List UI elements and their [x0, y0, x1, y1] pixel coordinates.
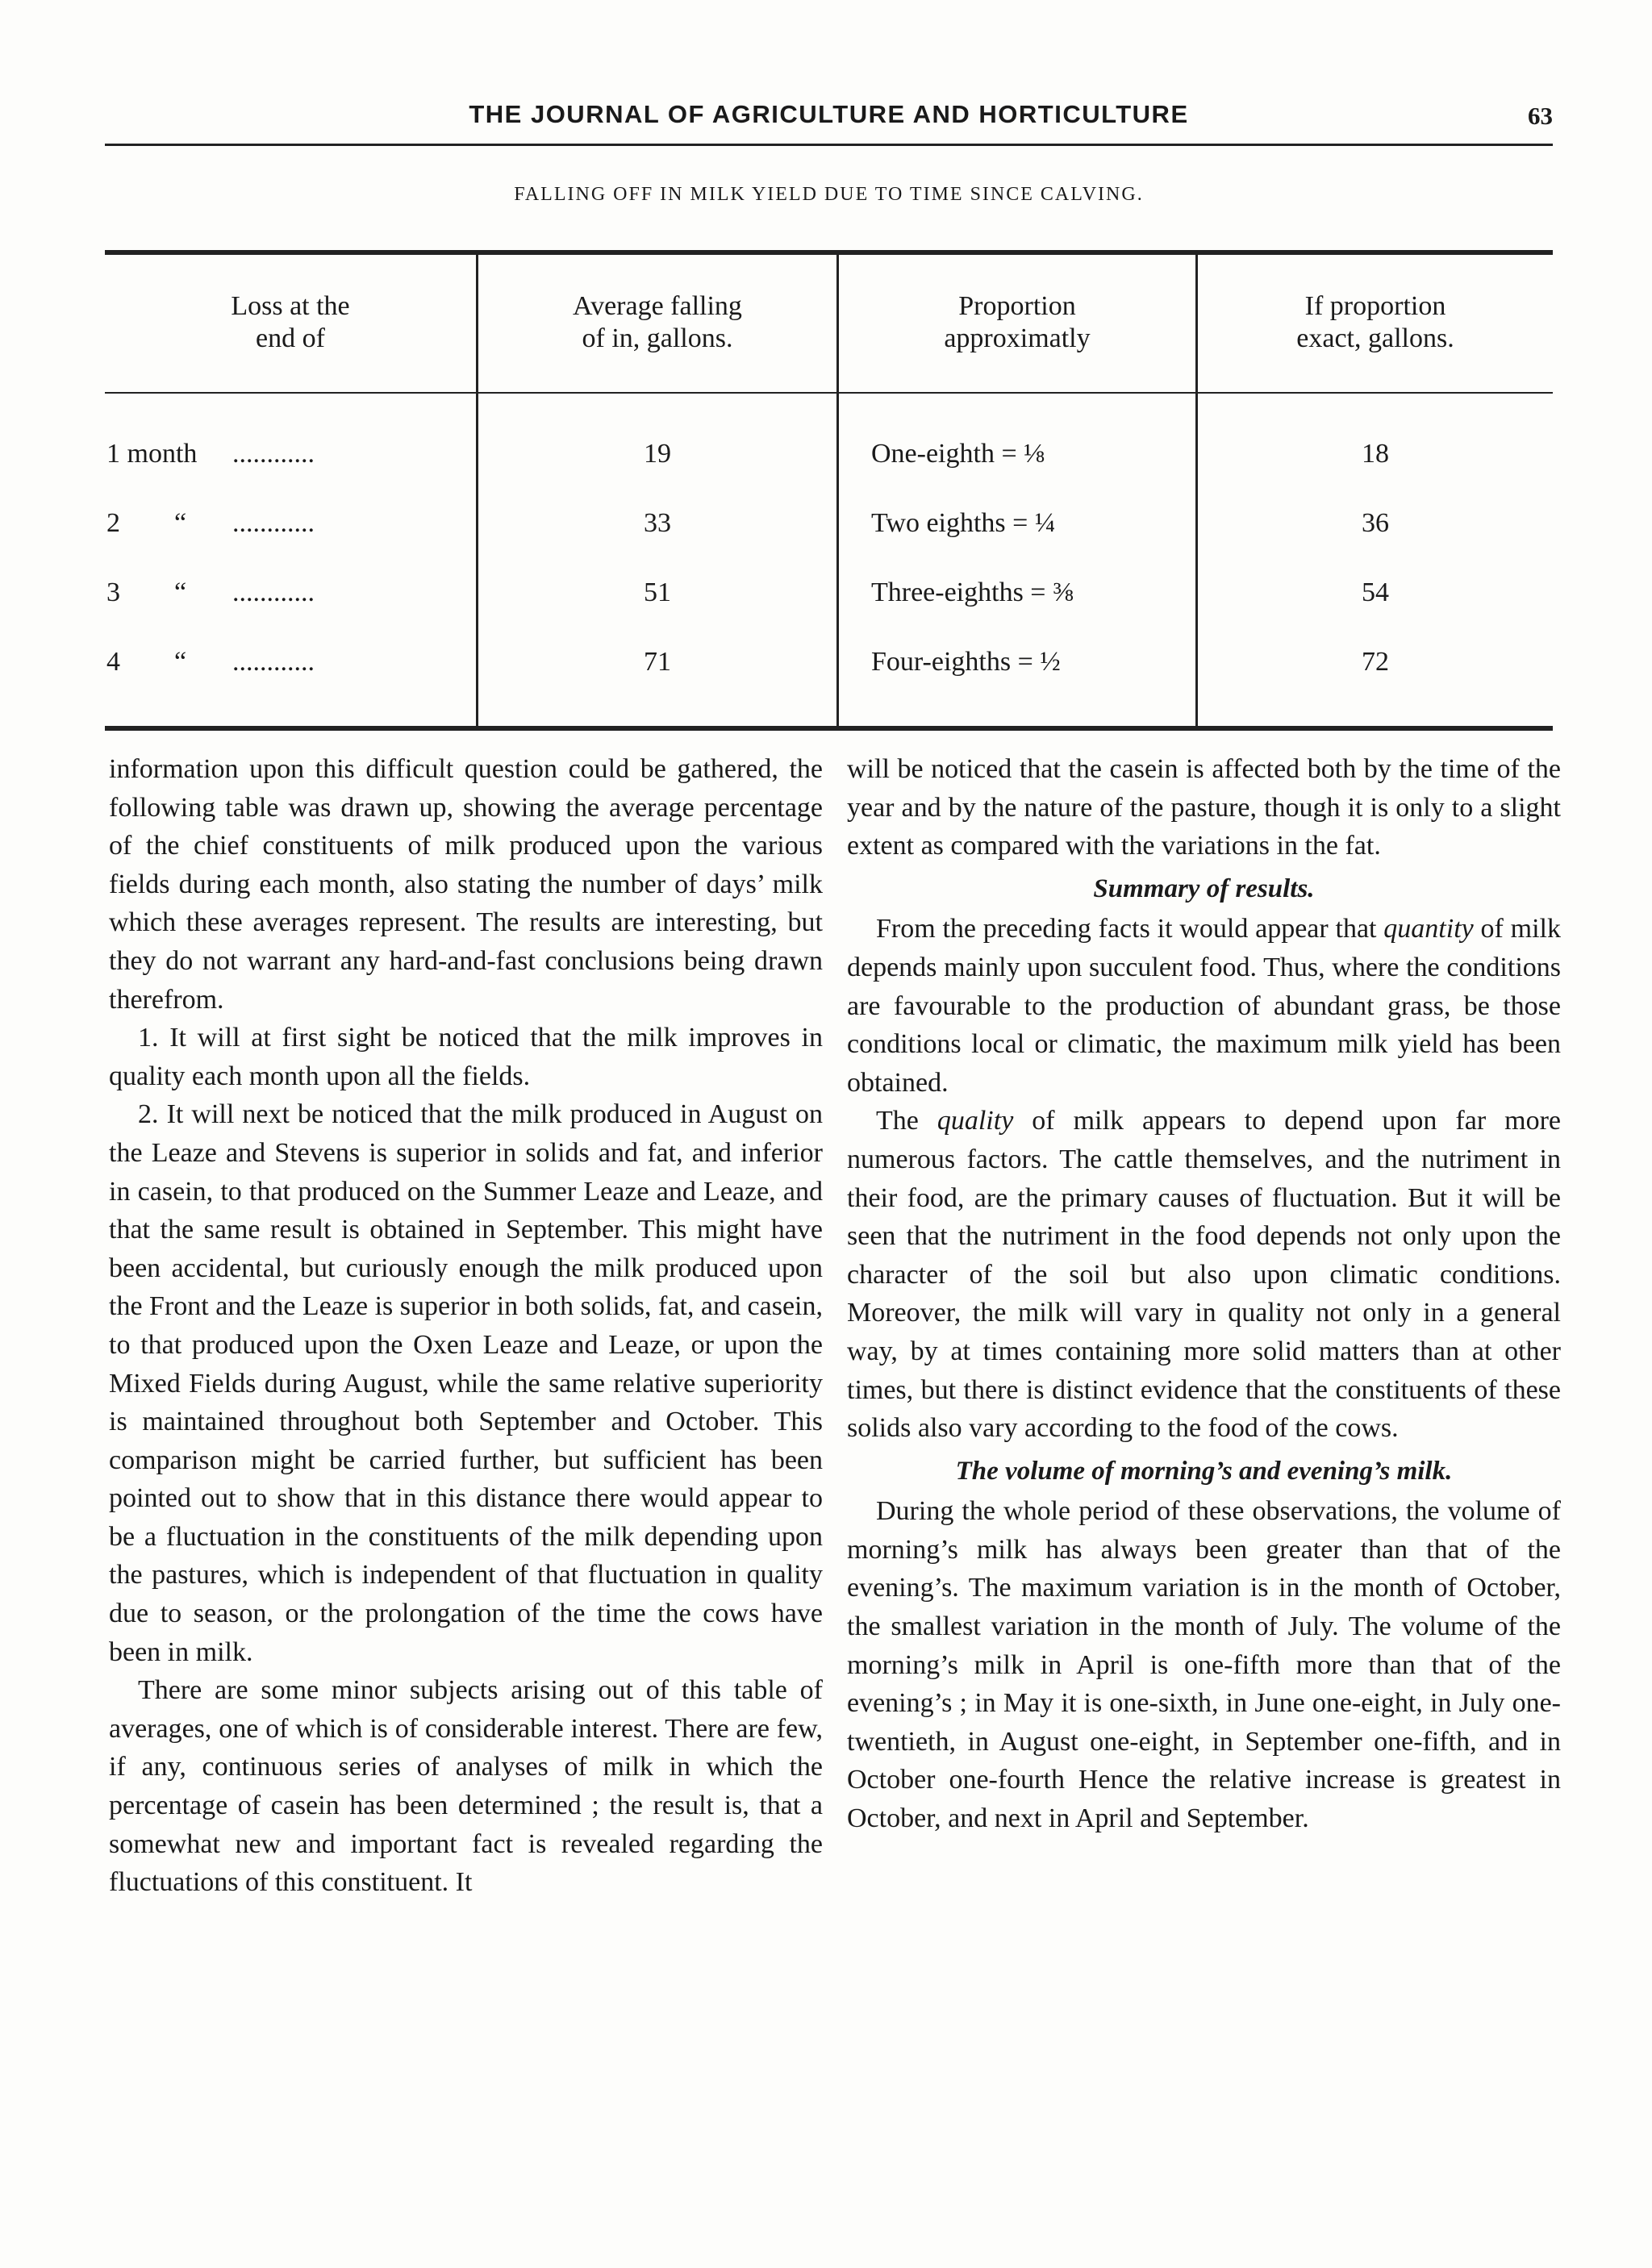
ditto-mark: “: [174, 577, 187, 607]
text-run: The: [876, 1106, 937, 1136]
leader-dots: ............: [232, 577, 315, 607]
header-line: Average falling: [573, 291, 742, 321]
text-run: of milk appears to depend upon far more numerous factors. The cattle themselves, and the nutriment in their food, are the primary causes of fluctuation. But it will be seen that the nutriment in the food depends not only upon the character of the soil but also upon climatic conditions. Moreover, the milk will vary in quality not only in a general way, by at times containing more solid matters than at other times, but there is distinct evidence that the constituents of these solids also vary according to the food of the cows.: [847, 1106, 1561, 1444]
proportion-cell: Three-eighths = ⅜: [871, 577, 1074, 607]
header-line: If proportion: [1304, 291, 1446, 321]
body-paragraph: will be noticed that the casein is affected both by the time of the year and by the nature of the pasture, though it is only to a slight extent as compared with the variations in the fat.: [847, 754, 1561, 861]
page-number: 63: [1528, 102, 1553, 130]
table-top-rule: [105, 250, 1553, 255]
exact-cell: 72: [1362, 647, 1389, 677]
proportion-cell: Two eighths = ¼: [871, 508, 1056, 538]
header-line: end of: [256, 323, 325, 353]
exact-cell: 18: [1362, 439, 1389, 469]
average-cell: 71: [644, 647, 671, 677]
leader-dots: ............: [232, 508, 315, 538]
table-row: [105, 489, 1553, 558]
body-paragraph: 1. It will at first sight be noticed that the milk improves in quality each month upon all the fields.: [109, 1023, 823, 1091]
header-line: exact, gallons.: [1296, 323, 1454, 353]
average-cell: 33: [644, 508, 671, 538]
leader-dots: ............: [232, 647, 315, 677]
ditto-mark: “: [174, 647, 187, 677]
body-paragraph: There are some minor subjects arising out of this table of averages, one of which is of considerable interest. There are few, if any, continuous series of analyses of milk in which the percentage of casein has been determined ; the result is, that a somewhat new and important fact is revealed regarding the fluctuations of this constituent. It: [109, 1675, 823, 1898]
table-caption: FALLING OFF IN MILK YIELD DUE TO TIME SINCE CALVING.: [514, 184, 1144, 205]
header-proportion: [839, 290, 1195, 355]
header-line: Proportion: [958, 291, 1076, 321]
body-paragraph: 2. It will next be noticed that the milk produced in August on the Leaze and Stevens is superior in solids and fat, and inferior in casein, to that produced on the Summer Leaze and Leaze, and that the same result is obtained in September. This might have been accidental, but curiously enough the milk produced upon the Front and the Leaze is superior in both solids, fat, and casein, to that produced upon the Oxen Leaze and Leaze, or upon the Mixed Fields during August, while the same relative superiority is maintained throughout both September and October. This comparison might be carried further, but sufficient has been pointed out to show that in this distance there would appear to be a fluctuation in the constituents of the milk depending upon the pastures, which is independent of that fluctuation in quality due to season, or the prolongation of the time the cows have been in milk.: [109, 1099, 823, 1667]
table-row: [105, 627, 1553, 697]
table-row: [105, 558, 1553, 627]
section-heading-volume: The volume of morning’s and evening’s milk.: [955, 1456, 1453, 1486]
period-cell: 1 month: [106, 439, 198, 469]
emphasis-text: quality: [937, 1106, 1014, 1136]
text-run: From the preceding facts it would appear that: [876, 914, 1384, 944]
header-line: Loss at the: [231, 291, 350, 321]
body-paragraph: During the whole period of these observations, the volume of morning’s milk has always been greater than that of the evening’s. The maximum variation is in the month of October, the smallest variation in the month of July. The volume of the morning’s milk in April is one-fifth more than that of the evening’s ; in May it is one-sixth, in June one-eight, in July one-twentieth, in August one-eight, in September one-fifth, and in October one-fourth Hence the relative increase is greatest in October, and next in April and September.: [847, 1496, 1561, 1834]
period-cell: 2: [106, 508, 120, 538]
exact-cell: 36: [1362, 508, 1389, 538]
body-paragraph: [847, 910, 1561, 1102]
section-heading-summary: Summary of results.: [1093, 873, 1315, 903]
milk-yield-table: [105, 250, 1553, 731]
leader-dots: ............: [232, 439, 315, 469]
header-line: of in, gallons.: [582, 323, 733, 353]
average-cell: 51: [644, 577, 671, 607]
header-loss: [105, 290, 476, 355]
right-column: [847, 750, 1561, 1838]
header-line: approximatly: [944, 323, 1091, 353]
ditto-mark: “: [174, 508, 187, 538]
period-cell: 4: [106, 647, 120, 677]
proportion-cell: Four-eighths = ½: [871, 647, 1061, 677]
proportion-cell: One-eighth = ⅛: [871, 439, 1045, 469]
journal-title: THE JOURNAL OF AGRICULTURE AND HORTICULTURE: [469, 100, 1189, 128]
period-cell: 3: [106, 577, 120, 607]
table-header-rule: [105, 392, 1553, 394]
left-column: [109, 750, 823, 1902]
body-paragraph: information upon this difficult question could be gathered, the following table was drawn up, showing the average percentage of the chief constituents of milk produced upon the various fields during each month, also stating the number of days’ milk which these averages represent. The results are interesting, but they do not warrant any hard-and-fast conclusions being drawn therefrom.: [109, 754, 823, 1015]
header-exact: [1198, 290, 1553, 355]
text-run: of milk depends mainly upon succulent food. Thus, where the conditions are favourable to the production of abundant grass, be those conditions local or climatic, the maximum milk yield has been obtained.: [847, 914, 1561, 1098]
table-row: [105, 419, 1553, 489]
header-average-falling: [478, 290, 836, 355]
body-paragraph: [847, 1102, 1561, 1447]
running-head: [105, 95, 1553, 146]
average-cell: 19: [644, 439, 671, 469]
table-bottom-rule: [105, 726, 1553, 731]
emphasis-text: quantity: [1383, 914, 1474, 944]
exact-cell: 54: [1362, 577, 1389, 607]
